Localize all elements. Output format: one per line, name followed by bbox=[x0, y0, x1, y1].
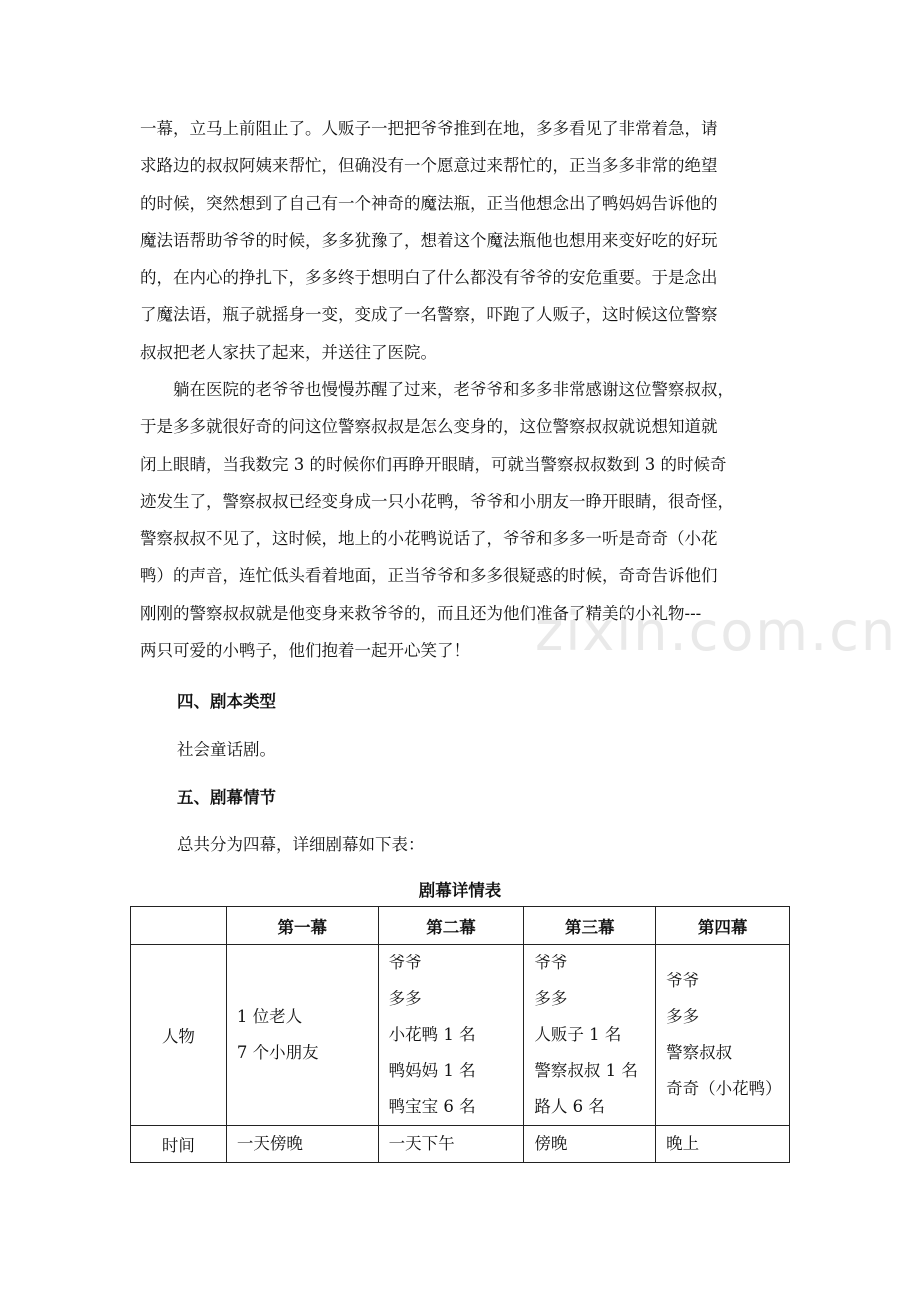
header-act-1: 第一幕 bbox=[226, 907, 378, 945]
cell-line: 1 位老人 bbox=[236, 1007, 303, 1026]
table-cell bbox=[524, 945, 656, 1126]
table-row bbox=[131, 945, 790, 1126]
cell-line: 傍晚 bbox=[534, 1134, 568, 1153]
text-line: 迹发生了，警察叔叔已经变身成一只小花鸭，爷爷和小朋友一睁开眼睛，很奇怪， bbox=[140, 491, 734, 511]
section-heading-script-type: 四、剧本类型 bbox=[177, 692, 276, 711]
text-line: 鸭）的声音，连忙低头看着地面，正当爷爷和多多很疑惑的时候，奇奇告诉他们 bbox=[140, 566, 718, 586]
acts-intro-text: 总共分为四幕，详细剧幕如下表： bbox=[177, 835, 425, 854]
cell-line: 鸭妈妈 1 名 bbox=[388, 1061, 476, 1080]
text-line: 于是多多就很好奇的问这位警察叔叔是怎么变身的，这位警察叔叔就说想知道就 bbox=[140, 417, 718, 437]
table-cell bbox=[656, 945, 790, 1126]
acts-detail-table bbox=[130, 906, 790, 1163]
cell-line: 警察叔叔 bbox=[666, 1043, 733, 1062]
table-row bbox=[131, 1126, 790, 1163]
text-line: 了魔法语，瓶子就摇身一变，变成了一名警察，吓跑了人贩子，这时候这位警察 bbox=[140, 305, 718, 325]
text-line: 两只可爱的小鸭子，他们抱着一起开心笑了！ bbox=[140, 641, 470, 661]
table-cell bbox=[524, 1126, 656, 1163]
story-paragraph-1 bbox=[140, 110, 790, 371]
header-act-2: 第二幕 bbox=[378, 907, 524, 945]
header-act-3: 第三幕 bbox=[524, 907, 656, 945]
table-cell bbox=[226, 1126, 378, 1163]
text-line: 叔叔把老人家扶了起来，并送往了医院。 bbox=[140, 342, 437, 362]
cell-line: 一天下午 bbox=[388, 1134, 455, 1153]
cell-line: 爷爷 bbox=[666, 971, 700, 990]
script-type-text: 社会童话剧。 bbox=[177, 740, 276, 759]
header-act-4: 第四幕 bbox=[656, 907, 790, 945]
cell-line: 小花鸭 1 名 bbox=[388, 1025, 476, 1044]
header-empty-cell bbox=[131, 907, 227, 945]
cell-line: 一天傍晚 bbox=[236, 1134, 303, 1153]
text-line: 一幕，立马上前阻止了。人贩子一把把爷爷推到在地，多多看见了非常着急，请 bbox=[140, 119, 718, 138]
text-line: 求路边的叔叔阿姨来帮忙，但确没有一个愿意过来帮忙的，正当多多非常的绝望 bbox=[140, 156, 718, 176]
table-cell bbox=[378, 1126, 524, 1163]
cell-line: 鸭宝宝 6 名 bbox=[388, 1097, 476, 1116]
text-line: 魔法语帮助爷爷的时候，多多犹豫了，想着这个魔法瓶他也想用来变好吃的好玩 bbox=[140, 230, 718, 250]
text-line: 的，在内心的挣扎下，多多终于想明白了什么都没有爷爷的安危重要。于是念出 bbox=[140, 268, 718, 288]
table-header-row bbox=[131, 907, 790, 945]
cell-line: 爷爷 bbox=[388, 953, 422, 972]
text-line: 刚刚的警察叔叔就是他变身来救爷爷的，而且还为他们准备了精美的小礼物--- bbox=[140, 603, 702, 623]
table-cell bbox=[656, 1126, 790, 1163]
cell-line: 警察叔叔 1 名 bbox=[534, 1061, 638, 1080]
cell-line: 路人 6 名 bbox=[534, 1097, 605, 1116]
section-heading-acts: 五、剧幕情节 bbox=[177, 788, 276, 807]
cell-line: 多多 bbox=[388, 989, 422, 1008]
cell-line: 晚上 bbox=[666, 1134, 700, 1153]
text-line: 躺在医院的老爷爷也慢慢苏醒了过来，老爷爷和多多非常感谢这位警察叔叔， bbox=[140, 380, 734, 399]
story-paragraph-2 bbox=[140, 371, 790, 669]
cell-line: 多多 bbox=[666, 1007, 700, 1026]
row-label: 时间 bbox=[131, 1126, 227, 1163]
row-label: 人物 bbox=[131, 945, 227, 1126]
table-cell bbox=[226, 945, 378, 1126]
text-line: 警察叔叔不见了，这时候，地上的小花鸭说话了，爷爷和多多一听是奇奇（小花 bbox=[140, 529, 718, 549]
table-cell bbox=[378, 945, 524, 1126]
text-line: 闭上眼睛，当我数完 3 的时候你们再睁开眼睛，可就当警察叔叔数到 3 的时候奇 bbox=[140, 454, 727, 474]
cell-line: 奇奇（小花鸭） bbox=[666, 1079, 782, 1098]
cell-line: 7 个小朋友 bbox=[236, 1043, 319, 1062]
watermark: zixin.com.cn bbox=[535, 600, 898, 663]
cell-line: 人贩子 1 名 bbox=[534, 1025, 622, 1044]
cell-line: 多多 bbox=[534, 989, 568, 1008]
text-line: 的时候，突然想到了自己有一个神奇的魔法瓶，正当他想念出了鸭妈妈告诉他的 bbox=[140, 193, 718, 213]
cell-line: 爷爷 bbox=[534, 953, 568, 972]
table-title: 剧幕详情表 bbox=[418, 881, 502, 900]
